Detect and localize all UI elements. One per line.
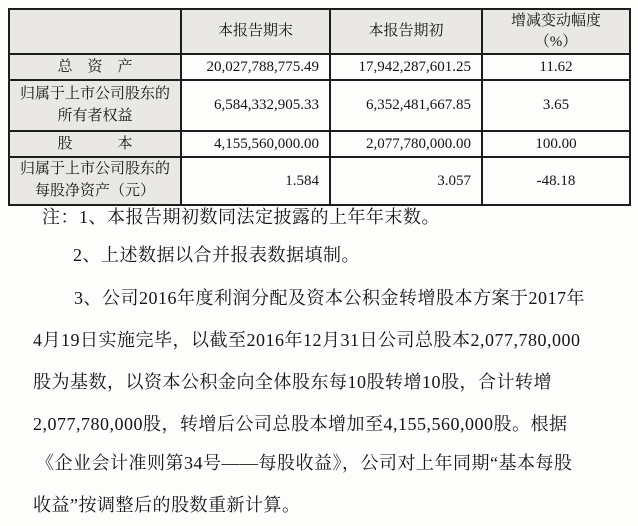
owners-equity-label-line2: 所有者权益 bbox=[57, 107, 133, 124]
share-capital-change-value: 100.00 bbox=[482, 131, 630, 157]
total-assets-begin-value: 17,942,287,601.25 bbox=[330, 54, 482, 80]
note-3-line3: 股为基数，以资本公积金向全体股东每10股转增10股，合计转增 bbox=[33, 372, 552, 392]
total-assets-change-value: 11.62 bbox=[482, 54, 630, 80]
row-label-total-assets: 总 资 产 bbox=[9, 54, 181, 80]
net-assets-label-line2: 每股净资产（元） bbox=[34, 182, 155, 199]
note-1: 注：1、本报告期初数同法定披露的上年年末数。 bbox=[42, 207, 440, 227]
table-row-share-capital bbox=[9, 131, 630, 157]
header-period-end bbox=[181, 9, 330, 54]
header-change-pct bbox=[482, 9, 630, 54]
owners-equity-label-line1: 归属于上市公司股东的 bbox=[19, 85, 170, 102]
row-label-owners-equity bbox=[9, 80, 181, 131]
table-row-net-assets-per-share bbox=[9, 157, 630, 205]
owners-equity-end-value: 6,584,332,905.33 bbox=[181, 80, 330, 131]
header-change-label: 增减变动幅度 bbox=[510, 13, 601, 30]
note-3-line4: 2,077,780,000股，转增后公司总股本增加至4,155,560,000股。根据 bbox=[33, 414, 568, 434]
header-change-unit: （%） bbox=[534, 33, 578, 50]
owners-equity-change-value: 3.65 bbox=[482, 80, 630, 131]
total-assets-end-value: 20,027,788,775.49 bbox=[181, 54, 330, 80]
share-capital-end-value: 4,155,560,000.00 bbox=[181, 131, 330, 157]
net-assets-change-value: -48.18 bbox=[482, 157, 630, 205]
note-3-line6: 收益”按调整后的股数重新计算。 bbox=[33, 495, 301, 515]
row-label-net-assets-per-share bbox=[9, 157, 181, 205]
financial-summary-table bbox=[8, 8, 631, 206]
note-3-line5: 《企业会计准则第34号——每股收益》，公司对上年同期“基本每股 bbox=[36, 453, 573, 473]
owners-equity-begin-value: 6,352,481,667.85 bbox=[330, 80, 482, 131]
net-assets-begin-value: 3.057 bbox=[330, 157, 482, 205]
table-header-row bbox=[9, 9, 630, 54]
header-period-end-label: 本报告期末 bbox=[217, 23, 293, 40]
net-assets-end-value: 1.584 bbox=[181, 157, 330, 205]
table-row-total-assets bbox=[9, 54, 630, 80]
header-period-begin-label: 本报告期初 bbox=[368, 23, 444, 40]
table-row-owners-equity bbox=[9, 80, 630, 131]
net-assets-label-line1: 归属于上市公司股东的 bbox=[19, 161, 170, 177]
share-capital-begin-value: 2,077,780,000.00 bbox=[330, 131, 482, 157]
header-period-begin bbox=[330, 9, 482, 54]
note-3-line1: 3、公司2016年度利润分配及资本公积金转增股本方案于2017年 bbox=[74, 288, 585, 308]
note-3-line2: 4月19日实施完毕，以截至2016年12月31日公司总股本2,077,780,000 bbox=[33, 330, 581, 350]
header-corner-cell bbox=[9, 9, 181, 54]
row-label-share-capital: 股 本 bbox=[9, 131, 181, 157]
note-2: 2、上述数据以合并报表数据填制。 bbox=[73, 245, 360, 265]
